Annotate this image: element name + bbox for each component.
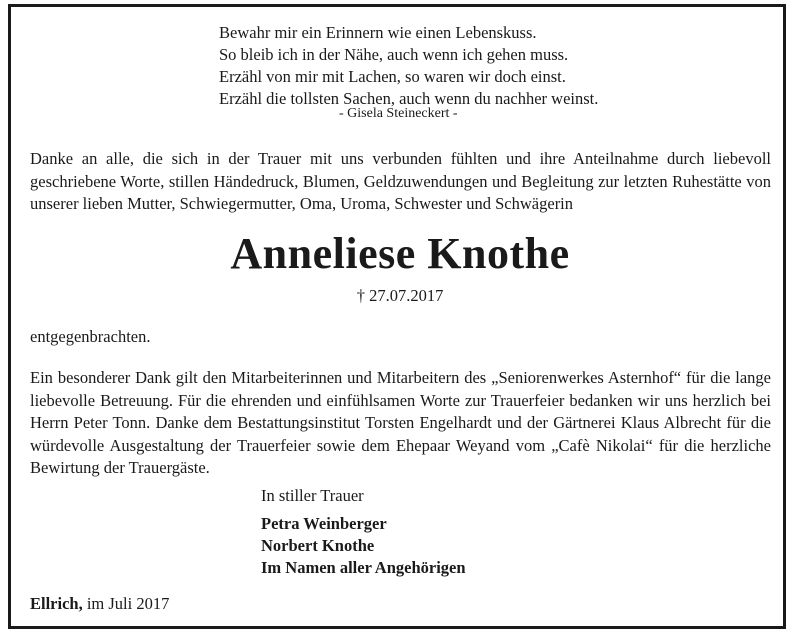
place-city: Ellrich, xyxy=(30,594,83,613)
poem-author: - Gisela Steineckert - xyxy=(339,106,458,121)
signature-name: Im Namen aller Angehörigen xyxy=(261,558,466,577)
poem xyxy=(219,22,679,110)
deceased-name: Anneliese Knothe xyxy=(230,229,570,278)
poem-line: Erzähl von mir mit Lachen, so waren wir doch einst. xyxy=(219,67,566,86)
signature-intro: In stiller Trauer xyxy=(261,486,364,505)
signature-name: Petra Weinberger xyxy=(261,514,387,533)
thanks-paragraph: Ein besonderer Dank gilt den Mitarbeiterinnen und Mitarbeitern des „Seniorenwerkes Asternhof“ für die lange liebevolle Betreuung. Für die ehrenden und einfühlsamen Worte zur Trauerfeier bedanken wir uns herzlich bei Herrn Peter Tonn. Danke dem Bestattungsinstitut Torsten Engelhardt und der Gärtnerei Klaus Albrecht für die würdevolle Ausgestaltung der Trauerfeier sowie dem Ehepaar Weyand vom „Cafè Nikolai“ für die herzliche Bewirtung der Trauergäste. xyxy=(30,368,771,477)
signature-names xyxy=(261,513,466,579)
poem-line: Bewahr mir ein Erinnern wie einen Lebenskuss. xyxy=(219,23,537,42)
place-date xyxy=(30,594,169,614)
signature-name: Norbert Knothe xyxy=(261,536,375,555)
death-date: † 27.07.2017 xyxy=(356,286,444,305)
poem-line: So bleib ich in der Nähe, auch wenn ich gehen muss. xyxy=(219,45,569,64)
place-date-text: im Juli 2017 xyxy=(86,594,170,613)
poem-line: Erzähl die tollsten Sachen, auch wenn du nachher weinst. xyxy=(219,89,599,108)
intro-paragraph: Danke an alle, die sich in der Trauer mit uns verbunden fühlten und ihre Anteilnahme durch liebevoll geschriebene Worte, stillen Händedruck, Blumen, Geldzuwendungen und Begleitung zur letzten Ruhestätte von unserer lieben Mutter, Schwiegermutter, Oma, Uroma, Schwester und Schwägerin xyxy=(30,149,771,213)
intro-continuation: entgegenbrachten. xyxy=(30,327,151,346)
